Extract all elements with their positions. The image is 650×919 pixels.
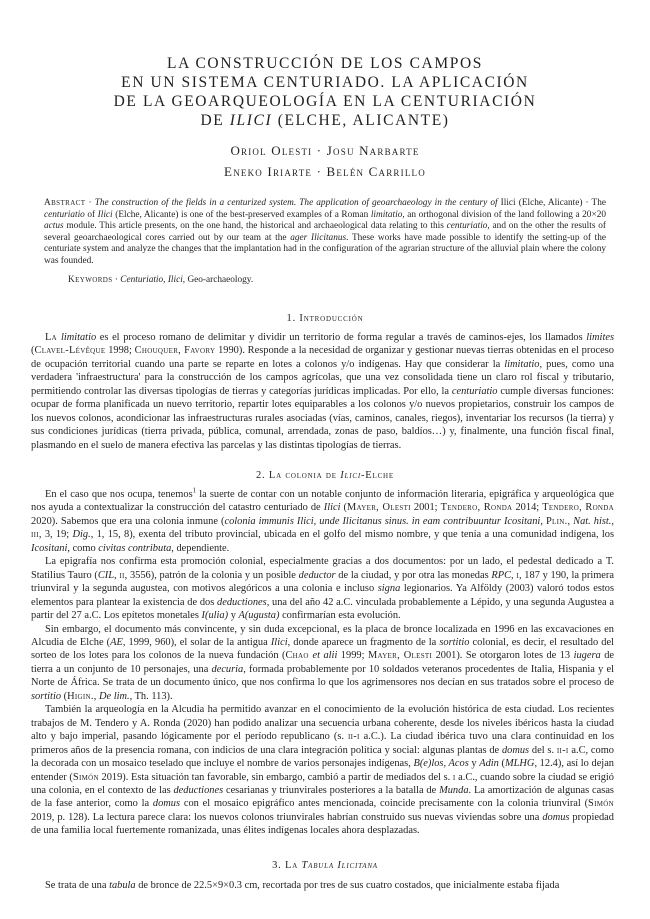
section-heading-colonia: 2. La colonia de Ilici-Elche <box>255 470 394 481</box>
section-heading-tabula: 3. La Tabula Ilicitana <box>272 860 378 871</box>
keywords: Keywords · Centuriatio, Ilici, Geo-archaeology. <box>68 275 254 285</box>
section-heading-introduccion: 1. Introducción <box>286 313 364 324</box>
title-line-1: LA CONSTRUCCIÓN DE LOS CAMPOS <box>167 55 483 72</box>
abstract: Abstract · The construction of the fields in a centurized system. The application of geoarchaeology in the century of Ilici (Elche, Alicante) · The centuriatio of Ilici (Elche, Alicante) is one of the best-preserved examples of a Roman limitatio, an orthogonal division of the land following a 20×20 actus module. This article presents, on the one hand, the historical and archaeological data relating to this centuriatio, and on the other the results of several geoarchaeological cores carried out by our team at the ager Ilicitanus. These works have made possible to identify the setting-up of the centuriate system and analyze the changes that the implantation had in the configuration of the agrarian structure of the alluvial plain where the colony was founded. <box>44 198 607 266</box>
title-ilici: ILICI <box>229 112 273 129</box>
section-2-body <box>31 488 614 838</box>
paragraph: Se trata de una tabula de bronce de 22.5×9×0.3 cm, recortada por tres de sus cuatro costados, que inicialmente estaba fijada <box>45 880 560 891</box>
title-line-4: DE ILICI (ELCHE, ALICANTE) <box>200 112 450 129</box>
paragraph: La limitatio es el proceso romano de delimitar y dividir un territorio de forma regular a través de caminos-ejes, los llamados limites (Clavel-Lévêque 1998; Chouquer, Favory 1990). Responde a la necesidad de organizar y gestionar nuevas tierras obtenidas en el proceso de ocupación territorial cuando una parte se reparte en lotes a colonos y/o indígenas. Hay que considerar la limitatio, pues, como una verdadera 'infraestructura' para la construcción de los campos agrícolas, que una vez consolidada tiene un claro rol fiscal y tributario, permitiendo controlar las diversas tipologías de tierras y categorías jurídicas implicadas. Por ello, la centuriatio cumple diversas funciones: ocupar de forma planificada un nuevo territorio, repartir lotes equiparables a los colonos y/o nuevos propietarios, construir los campos de los nuevos colonos, acondicionar las infraestructuras rurales asociadas (vías, caminos, canales, riegos), inventariar los recursos (la tierra) y sus condiciones jurídicas (tierra privada, pública, comunal, arrendada, zonas de paso, baldíos…) y, finalmente, una función fiscal final, plasmando en el suelo de manera efectiva las parcelas y las distintas tipologías de tierras. <box>31 332 614 451</box>
section-1-body <box>31 331 614 452</box>
author-list <box>40 140 610 182</box>
authors-line-2: Eneko Iriarte · Belén Carrillo <box>224 164 426 179</box>
section-3-body <box>31 879 614 892</box>
abstract-english-title: The construction of the fields in a centurized system. The application of geoarchaeology in the century of <box>94 198 498 208</box>
paragraph: Sin embargo, el documento más convincente, y sin duda excepcional, es la placa de bronce localizada en 1996 en las excavaciones en Alcudia de Elche (AE, 1999, 960), el solar de la antigua Ilici, donde aparece un fragmento de la sortitio colonial, es decir, el resultado del sorteo de los lotes para los colonos de la nueva fundación (Chao et alii 1999; Mayer, Olesti 2001). Se otorgaron lotes de 13 iugera de tierra a un conjunto de 10 personajes, una decuria, formada probablemente por 10 soldados veteranos procedentes de Italia, Hispania y el Norte de África. Se trata de un documento único, que nos confirma lo que los agrimensores nos decían en sus tratados sobre el proceso de sortitio (Higin., De lim., Th. 113). <box>31 623 615 702</box>
article-title <box>40 54 610 130</box>
footnote-marker[interactable]: 1 <box>192 486 197 495</box>
title-line-3: DE LA GEOARQUEOLOGÍA EN LA CENTURIACIÓN <box>113 93 537 110</box>
keywords-label: Keywords <box>68 275 113 285</box>
authors-line-1: Oriol Olesti · Josu Narbarte <box>230 143 420 158</box>
paragraph: También la arqueología en la Alcudia ha permitido avanzar en el conocimiento de la evolución histórica de esta ciudad. Los recientes trabajos de M. Tendero y A. Ronda (2020) han podido analizar una secuencia urbana coherente, desde los niveles ibéricos hasta la ciudad alto y bajo imperial, pasando lógicamente por el período republicano (s. ii-i a.C.). La ciudad ibérica tuvo una clara continuidad en los primeros años de la presencia romana, con indicios de una clara integración política y social: algunas plantas de domus del s. ii-i a.C, como la decorada con un mosaico teselado que incluye el nombre de varios personajes indígenas, B(e)los, Acos y Adin (MLHG, 12.4), así lo dejan entender (Simón 2019). Esta situación tan favorable, sin embargo, cambió a partir de mediados del s. i a.C., cuando sobre la ciudad se erigió una colonia, en el contexto de las deductiones cesarianas y triunvirales posteriores a la batalla de Munda. La amortización de algunas casas de la fase anterior, como la domus con el mosaico epigráfico antes mencionada, coincide precisamente con la colonia triunviral (Simón 2019, p. 128). La lectura parece clara: los nuevos colonos triunvirales habrían construido sus nuevas viviendas sobre una domus propiedad de una familia local fuertemente romanizada, unas élites indígenas locales ahora desplazadas. <box>31 704 615 837</box>
abstract-label: Abstract <box>44 198 86 208</box>
paragraph: En el caso que nos ocupa, tenemos$^1$ la suerte de contar con un notable conjunto de información literaria, epigráfica y arqueológica que nos ayuda a contextualizar la construcción del catastro centuriado de Ilici (Mayer, Olesti 2001; Tendero, Ronda 2014; Tendero, Ronda 2020). Sabemos que era una colonia inmune (colonia immunis Ilici, unde Ilicitanus sinus. in eam contribuuntur Icositani, Plin., Nat. hist., iii, 3, 19; Dig., 1, 15, 8), exenta del tributo provincial, ubicada en el golfo del mismo nombre, y que tenía a una comunidad indígena, los Icositani, como civitas contributa, dependiente. <box>31 486 615 554</box>
paragraph: La epigrafía nos confirma esta promoción colonial, especialmente gracias a dos documentos: por un lado, el pedestal dedicado a T. Statilius Tauro (CIL, ii, 3556), patrón de la colonia y un posible deductor de la ciudad, y por otra las monedas RPC, i, 187 y 190, la primera triunviral y la segunda augustea, con motivos alegóricos a una colonia e incluso signa legionarios. Ya Alföldy (2003) valoró todos estos elementos para plantear la existencia de dos deductiones, una del año 42 a.C. vinculada probablemente a Lépido, y una segunda Augustea a partir del 27 a.C. Los epítetos monetales I(ulia) y A(ugusta) confirmarían esta evolución. <box>31 556 615 622</box>
title-line-2: EN UN SISTEMA CENTURIADO. LA APLICACIÓN <box>121 74 529 91</box>
